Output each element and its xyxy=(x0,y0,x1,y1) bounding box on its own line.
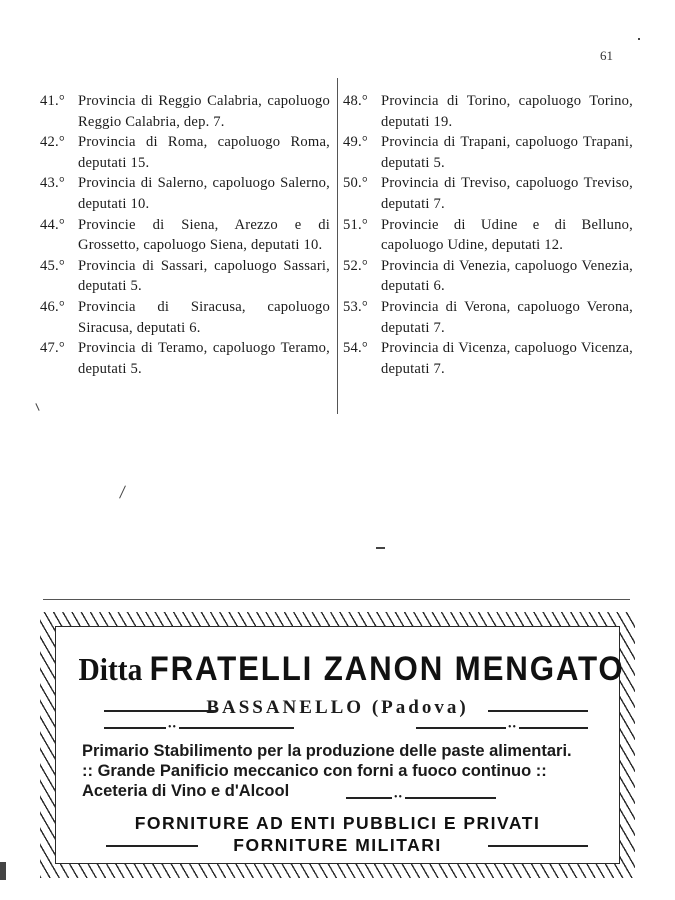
page-number: 61 xyxy=(600,48,613,63)
list-item: 54.° Provincia di Vicenza, capoluogo Vicenza, deputati 7. xyxy=(343,340,633,377)
ornamental-rule-right: •• xyxy=(416,725,588,731)
ornamental-rule-inline: •• xyxy=(346,795,496,801)
list-item: 45.° Provincia di Sassari, capoluogo Sassari, deputati 5. xyxy=(40,257,330,295)
military-supplies-line: FORNITURE MILITARI xyxy=(233,835,442,855)
list-item: 41.° Provincia di Reggio Calabria, capoluogo Reggio Calabria, dep. 7. xyxy=(40,93,330,130)
list-item: 51.° Provincie di Udine e di Belluno, capoluogo Udine, deputati 12. xyxy=(343,216,633,254)
list-item: 47.° Provincia di Teramo, capoluogo Teramo, deputati 5. xyxy=(40,340,330,377)
advertisement-title-prefix: Ditta xyxy=(78,651,143,687)
list-item: 48.° Provincia di Torino, capoluogo Torino, deputati 19. xyxy=(343,93,633,130)
list-item: 46.° Provincia di Siracusa, capoluogo Siracusa, deputati 6. xyxy=(40,298,330,336)
advertisement-location xyxy=(56,697,619,721)
list-item: 50.° Provincia di Treviso, capoluogo Treviso, deputati 7. xyxy=(343,175,633,212)
scan-mark xyxy=(119,485,126,498)
column-divider xyxy=(337,78,338,414)
advertisement-frame xyxy=(40,612,635,878)
location-text: BASSANELLO (Padova) xyxy=(206,697,469,718)
list-item: 49.° Provincia di Trapani, capoluogo Trapani, deputati 5. xyxy=(343,134,633,171)
advertisement-title xyxy=(78,649,625,689)
list-item: 43.° Provincia di Salerno, capoluogo Salerno, deputati 10. xyxy=(40,175,330,212)
scan-mark xyxy=(376,547,385,549)
list-item: 44.° Provincie di Siena, Arezzo e di Grossetto, capoluogo Siena, deputati 10. xyxy=(40,216,330,254)
description-line: :: Grande Panificio meccanico con forni a fuoco continuo :: xyxy=(82,762,547,780)
advertisement-company-name: FRATELLI ZANON MENGATO xyxy=(149,650,625,688)
ornamental-rule-left: •• xyxy=(104,725,294,731)
description-line: Aceteria di Vino e d'Alcool xyxy=(82,782,290,800)
supplies-line: FORNITURE AD ENTI PUBBLICI E PRIVATI xyxy=(134,813,541,833)
scan-mark xyxy=(0,862,6,880)
scan-mark xyxy=(35,403,39,411)
description-line: Primario Stabilimento per la produzione delle paste alimentari. xyxy=(82,742,572,760)
right-column xyxy=(343,91,633,379)
list-item: 42.° Provincia di Roma, capoluogo Roma, deputati 15. xyxy=(40,134,330,171)
advertisement-description xyxy=(82,741,599,801)
advertisement-top-rule xyxy=(43,599,630,600)
scan-mark xyxy=(638,38,640,40)
list-item: 53.° Provincia di Verona, capoluogo Verona, deputati 7. xyxy=(343,298,633,336)
left-column xyxy=(40,91,330,379)
advertisement-panel xyxy=(55,626,625,864)
list-item: 52.° Provincia di Venezia, capoluogo Venezia, deputati 6. xyxy=(343,257,633,295)
